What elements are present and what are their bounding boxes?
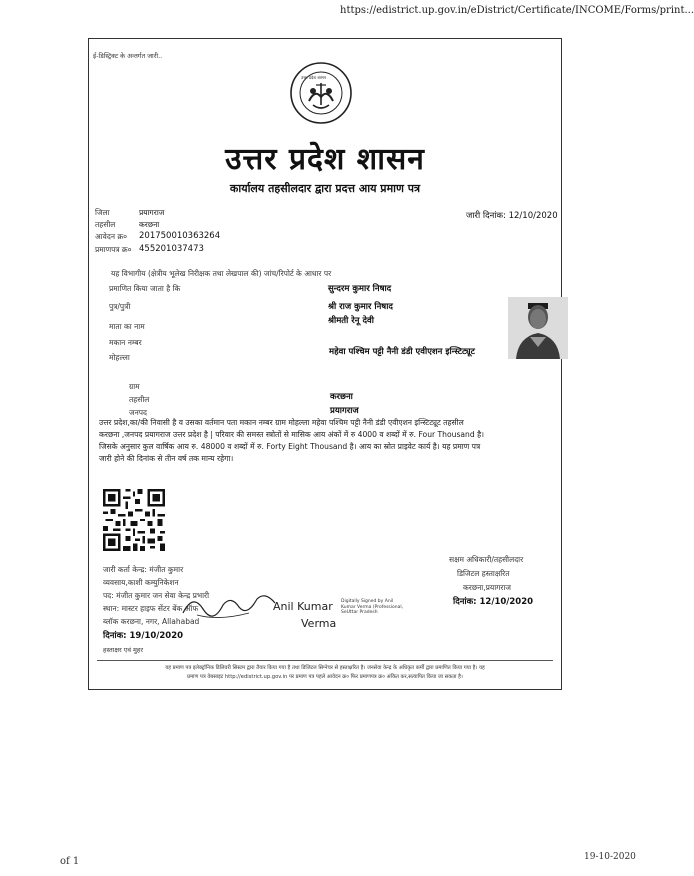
- footnote-divider: [97, 660, 553, 661]
- page-url: https://edistrict.up.gov.in/eDistrict/Certificate/INCOME/Forms/print...: [340, 5, 694, 16]
- authority-title: सक्षम अधिकारी/तहसीलदार: [449, 555, 524, 564]
- field-value-name: सुन्दरम कुमार निषाद: [328, 284, 392, 294]
- issuer-business: व्यवसाय,काशी कम्युनिकेशन: [103, 578, 179, 587]
- field-value-mother: श्रीमती रेनू देवी: [328, 316, 374, 326]
- handwritten-signature: [179, 585, 279, 625]
- emblem-text: उत्तर प्रदेश शासन: [301, 75, 326, 80]
- authority-signature: डिजिटल हस्ताक्षरित: [457, 569, 510, 578]
- footnote-line-1: यह प्रमाण पत्र इलेक्ट्रॉनिक डिलिवरी सिस्टम द्वारा तैयार किया गया है तथा डिजिटल सिग्नेचर से हस्ताक्षरित है। जनसेवा केन्द्र के अधिकृत कर्मी द्वारा प्रमाणित किया गया है। यह: [165, 665, 485, 671]
- field-label-certified: प्रमाणित किया जाता है कि: [109, 284, 181, 293]
- page-count: of 1: [60, 856, 80, 867]
- meta-label-application-no: आवेदन क्र०: [95, 232, 128, 241]
- field-label-tehsil: तहसील: [129, 395, 150, 404]
- certificate-paragraph-line-1: उत्तर प्रदेश,का/की निवासी है व उसका वर्तमान पता मकान नम्बर ग्राम मोहल्ला महेवा पश्चिम पट्टी नैनी डंडी एवीएशन इन्स्टिट्यूट तहसील: [99, 418, 464, 427]
- issuer-place: स्थान: मास्टर हाइफ सेंटर बेंक ऑफ: [103, 604, 199, 613]
- field-label-child-of: पुत्र/पुत्री: [109, 302, 131, 311]
- issuer-center: जारी कर्ता केन्द्र: मंजीत कुमार: [103, 565, 184, 574]
- digital-signer-name-line-1: Anil Kumar: [273, 600, 333, 613]
- certificate-paragraph-line-2: करछना ,जनपद प्रयागराज उत्तर प्रदेश है | परिवार की समस्त स्त्रोतों से मासिक आय अंकों में रु 4000 व शब्दों में रु. Four Thousand है।: [99, 430, 485, 439]
- meta-label-certificate-no: प्रमाणपत्र क्र०: [95, 245, 132, 254]
- field-value-district: प्रयागराज: [330, 406, 359, 416]
- field-label-house-no: मकान नम्बर: [109, 338, 142, 347]
- authority-location: करछना,प्रयागराज: [463, 583, 511, 592]
- meta-value-application-no: 201750010363264: [139, 231, 221, 241]
- issuer-signature-label: हस्ताक्षर एवं मुहर: [103, 646, 144, 654]
- footnote-line-2: प्रमाण पत्र वेबसाइट http://edistrict.up.gov.in पर प्रमाण पत्र पहले आवेदन क्र० फिर प्रमाणपत्र क्र० अंकित कर,सत्यापित किया जा सकता है।: [187, 674, 463, 680]
- income-certificate: [88, 38, 562, 690]
- applicant-photo: [508, 297, 568, 359]
- field-value-father: श्री राज कुमार निषाद: [328, 302, 393, 312]
- qr-code: [103, 489, 165, 551]
- intro-line: यह विभागीय (क्षेत्रीय भूलेख निरीक्षक तथा लेखपाल की) जांच/रिपोर्ट के आधार पर: [111, 269, 332, 278]
- authority-date: दिनांक: 12/10/2020: [453, 597, 534, 607]
- meta-value-tehsil: करछना: [139, 220, 160, 229]
- up-government-emblem: [289, 61, 353, 125]
- issuer-block: ब्लॉक करछना, नगर, Allahabad: [103, 617, 200, 626]
- field-label-locality: मोहल्ला: [109, 353, 130, 362]
- digital-signature-line: Digitally Signed by Anil: [341, 599, 394, 604]
- issuer-date: दिनांक: 19/10/2020: [103, 631, 184, 641]
- field-value-tehsil: करछना: [330, 392, 353, 402]
- issuer-post: पद: मंजीत कुमार जन सेवा केन्द्र प्रभारी: [103, 591, 210, 600]
- field-label-district: जनपद: [129, 408, 147, 417]
- digital-signer-name-line-2: Verma: [301, 617, 337, 630]
- meta-label-tehsil: तहसील: [95, 220, 116, 229]
- certificate-title: उत्तर प्रदेश शासन: [225, 142, 425, 177]
- issue-date: जारी दिनांक: 12/10/2020: [466, 211, 558, 221]
- issued-under-label: ई-डिस्ट्रिक्ट के अन्तर्गत जारी..: [93, 52, 163, 60]
- digital-signature-details: [341, 599, 403, 616]
- certificate-subtitle: कार्यालय तहसीलदार द्वारा प्रदत्त आय प्रमाण पत्र: [229, 182, 421, 195]
- digital-signature-line: SeUttar Pradesh: [341, 610, 378, 615]
- certificate-paragraph-line-4: जारी होने की दिनांक से तीन वर्ष तक मान्य रहेगा।: [99, 454, 234, 463]
- certificate-paragraph-line-3: जिसके अनुसार कुल वार्षिक आय रु. 48000 व शब्दों में रु. Forty Eight Thousand है। आय का स्रोत प्राइवेट कार्य है। यह प्रमाण पत्र: [99, 442, 481, 451]
- meta-label-district: जिला: [95, 208, 110, 217]
- meta-value-certificate-no: 455201037473: [139, 244, 204, 254]
- digital-signature-line: Kumar Verma (Professional,: [341, 604, 404, 610]
- meta-value-district: प्रयागराज: [139, 208, 165, 217]
- field-value-locality: महेवा पश्चिम पट्टी नैनी डंडी एवीएशन इन्स्टिट्यूट: [329, 347, 475, 357]
- field-label-mother: माता का नाम: [109, 322, 145, 331]
- field-label-village: ग्राम: [129, 382, 140, 391]
- print-date: 19-10-2020: [584, 852, 636, 862]
